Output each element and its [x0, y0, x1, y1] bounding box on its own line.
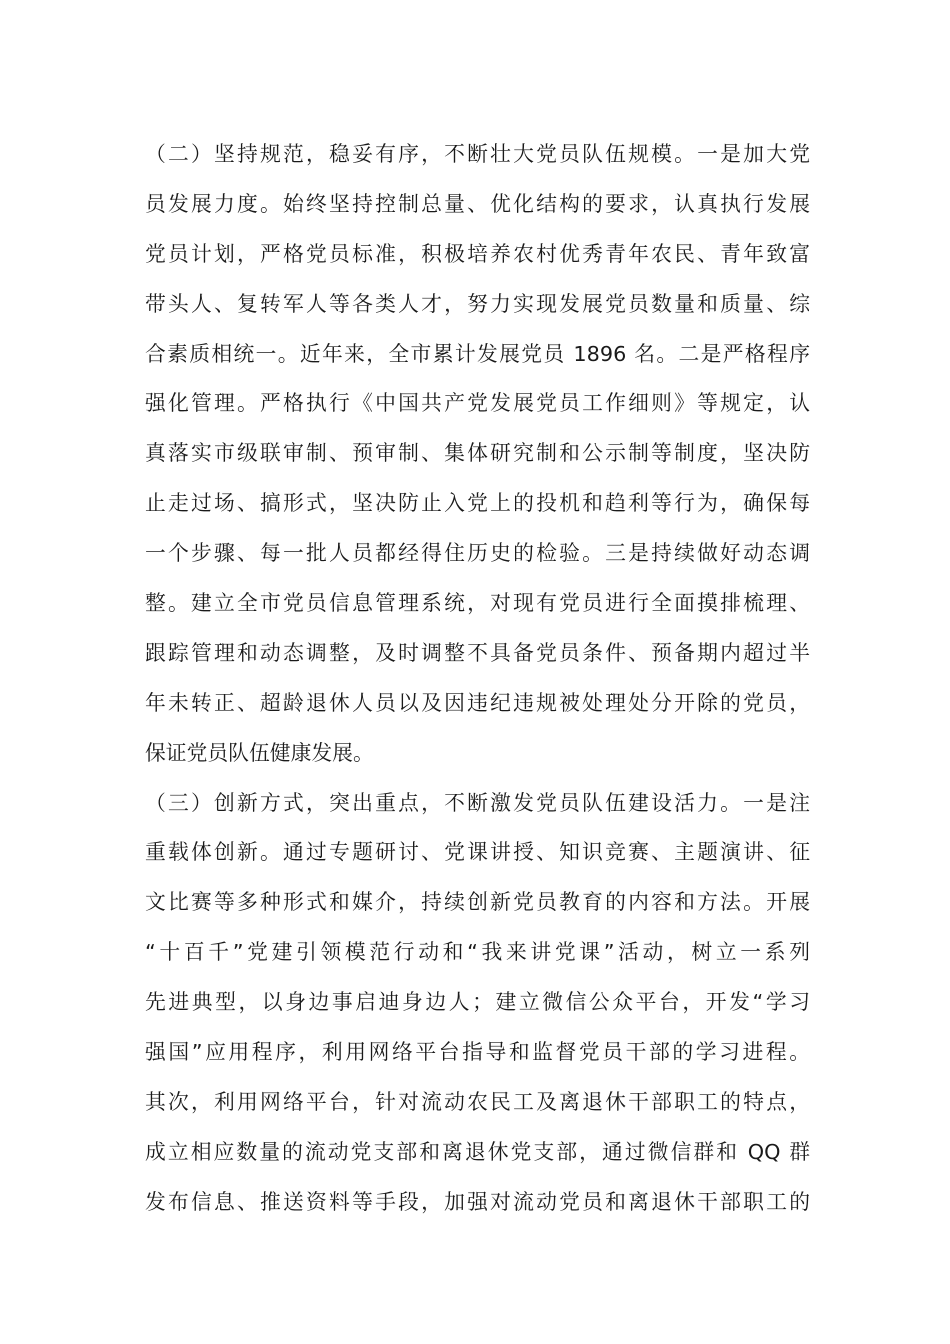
text-line-16: 文比赛等多种形式和媒介，持续创新党员教育的内容和方法。开展 — [145, 890, 810, 915]
text-line-14: （三）创新方式，突出重点，不断激发党员队伍建设活力。一是注 — [145, 790, 810, 815]
text-line-18: 先进典型，以身边事启迪身边人；建立微信公众平台，开发“学习 — [145, 990, 810, 1015]
text-line-20: 其次，利用网络平台，针对流动农民工及离退休干部职工的特点， — [145, 1089, 810, 1114]
text-line-21: 成立相应数量的流动党支部和离退休党支部，通过微信群和 QQ 群 — [145, 1139, 810, 1164]
text-line-9: 一个步骤、每一批人员都经得住历史的检验。三是持续做好动态调 — [145, 541, 810, 566]
text-line-6: 强化管理。严格执行《中国共产党发展党员工作细则》等规定，认 — [145, 391, 810, 416]
text-line-13: 保证党员队伍健康发展。 — [145, 740, 374, 765]
text-line-19: 强国”应用程序，利用网络平台指导和监督党员干部的学习进程。 — [145, 1040, 810, 1065]
text-line-2: 员发展力度。始终坚持控制总量、优化结构的要求，认真执行发展 — [145, 191, 810, 216]
text-line-22: 发布信息、推送资料等手段，加强对流动党员和离退休干部职工的 — [145, 1189, 810, 1214]
text-line-10: 整。建立全市党员信息管理系统，对现有党员进行全面摸排梳理、 — [145, 591, 810, 616]
text-line-11: 跟踪管理和动态调整，及时调整不具备党员条件、预备期内超过半 — [145, 640, 810, 665]
text-line-17: “十百千”党建引领模范行动和“我来讲党课”活动，树立一系列 — [145, 940, 810, 965]
text-line-12: 年未转正、超龄退休人员以及因违纪违规被处理处分开除的党员， — [145, 690, 810, 715]
text-line-8: 止走过场、搞形式，坚决防止入党上的投机和趋利等行为，确保每 — [145, 491, 810, 516]
text-line-15: 重载体创新。通过专题研讨、党课讲授、知识竞赛、主题演讲、征 — [145, 840, 810, 865]
text-line-7: 真落实市级联审制、预审制、集体研究制和公示制等制度，坚决防 — [145, 441, 810, 466]
text-line-1: （二）坚持规范，稳妥有序，不断壮大党员队伍规模。一是加大党 — [145, 142, 810, 166]
text-line-3: 党员计划，严格党员标准，积极培养农村优秀青年农民、青年致富 — [145, 241, 810, 266]
body-text — [145, 130, 810, 1228]
text-line-5: 合素质相统一。近年来，全市累计发展党员 1896 名。二是严格程序 — [145, 341, 810, 366]
text-line-4: 带头人、复转军人等各类人才，努力实现发展党员数量和质量、综 — [145, 291, 810, 316]
